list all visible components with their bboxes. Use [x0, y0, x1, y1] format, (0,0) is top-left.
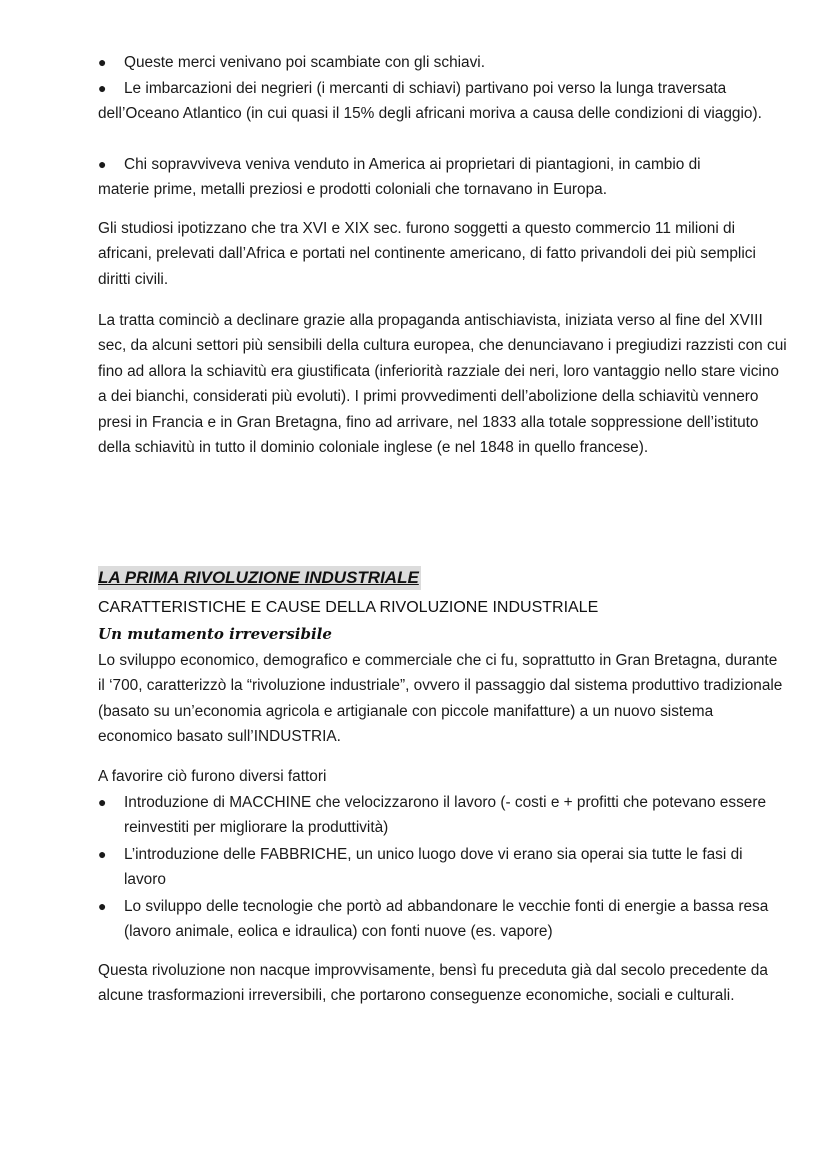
paragraph-sviluppo: Lo sviluppo economico, demografico e commerciale che ci fu, soprattutto in Gran Bretagna, durante il ‘700, caratterizzò la “rivoluzione industriale”, ovvero il passaggio dal sistema produttivo tradizionale (basato su un’economia agricola e artigianale con piccole manifatture) a un nuovo sistema economico basato sull’INDUSTRIA.: [98, 652, 783, 746]
list-item: ● L’introduzione delle FABBRICHE, un unico luogo dove vi erano sia operai sia tutte le fasi di lavoro: [98, 842, 788, 893]
bullet-icon: ●: [98, 54, 107, 70]
list-item: ● Chi sopravviveva veniva venduto in America ai proprietari di piantagioni, in cambio di materie prime, metalli preziosi e prodotti coloniali che tornavano in Europa.: [98, 152, 788, 203]
paragraph-tratta: La tratta cominciò a declinare grazie alla propaganda antischiavista, iniziata verso al fine del XVIII sec, da alcuni settori più sensibili della cultura europea, che denunciavano i pregiudizi razzisti con cui fino ad allora la schiavitù era giustificata (inferiorità razziale dei neri, loro vantaggio nello stare vicino a dei bianchi, considerati più evoluti). I primi provvedimenti dell’abolizione della schiavitù vennero presi in Francia e in Gran Bretagna, fino ad arrivare, nel 1833 alla totale soppressione dell’istituto della schiavitù in tutto il dominio coloniale inglese (e nel 1848 in quello francese).: [98, 312, 787, 457]
paragraph-studiosi: Gli studiosi ipotizzano che tra XVI e XIX sec. furono soggetti a questo commercio 11 milioni di africani, prelevati dall’Africa e portati nel continente americano, di fatto privandoli dei più semplici diritti civili.: [98, 220, 756, 288]
paragraph-fattori-intro: A favorire ciò furono diversi fattori: [98, 768, 327, 785]
section-title: LA PRIMA RIVOLUZIONE INDUSTRIALE: [98, 566, 421, 590]
list-item: ● Lo sviluppo delle tecnologie che portò ad abbandonare le vecchie fonti di energie a bassa resa (lavoro animale, eolica e idraulica) con fonti nuove (es. vapore): [98, 894, 788, 945]
list-item: ● Queste merci venivano poi scambiate con gli schiavi.: [98, 50, 788, 75]
bullet-icon: ●: [98, 80, 107, 96]
subsection-title: Un mutamento irreversibile: [98, 625, 332, 643]
paragraph-conclusione: Questa rivoluzione non nacque improvvisamente, bensì fu preceduta già dal secolo precedente da alcune trasformazioni irreversibili, che portarono conseguenze economiche, sociali e culturali.: [98, 962, 768, 1005]
bullet-icon: ●: [98, 794, 107, 810]
bullet-icon: ●: [98, 846, 107, 862]
subtitle: CARATTERISTICHE E CAUSE DELLA RIVOLUZIONE INDUSTRIALE: [98, 599, 599, 616]
bullet-icon: ●: [98, 898, 107, 914]
bullet-icon: ●: [98, 156, 107, 172]
list-item: ● Introduzione di MACCHINE che velocizzarono il lavoro (- costi e + profitti che potevano essere reinvestiti per migliorare la produttività): [98, 790, 788, 841]
list-item: ● Le imbarcazioni dei negrieri (i mercanti di schiavi) partivano poi verso la lunga traversata dell’Oceano Atlantico (in cui quasi il 15% degli africani moriva a causa delle condizioni di viaggio).: [98, 76, 788, 127]
